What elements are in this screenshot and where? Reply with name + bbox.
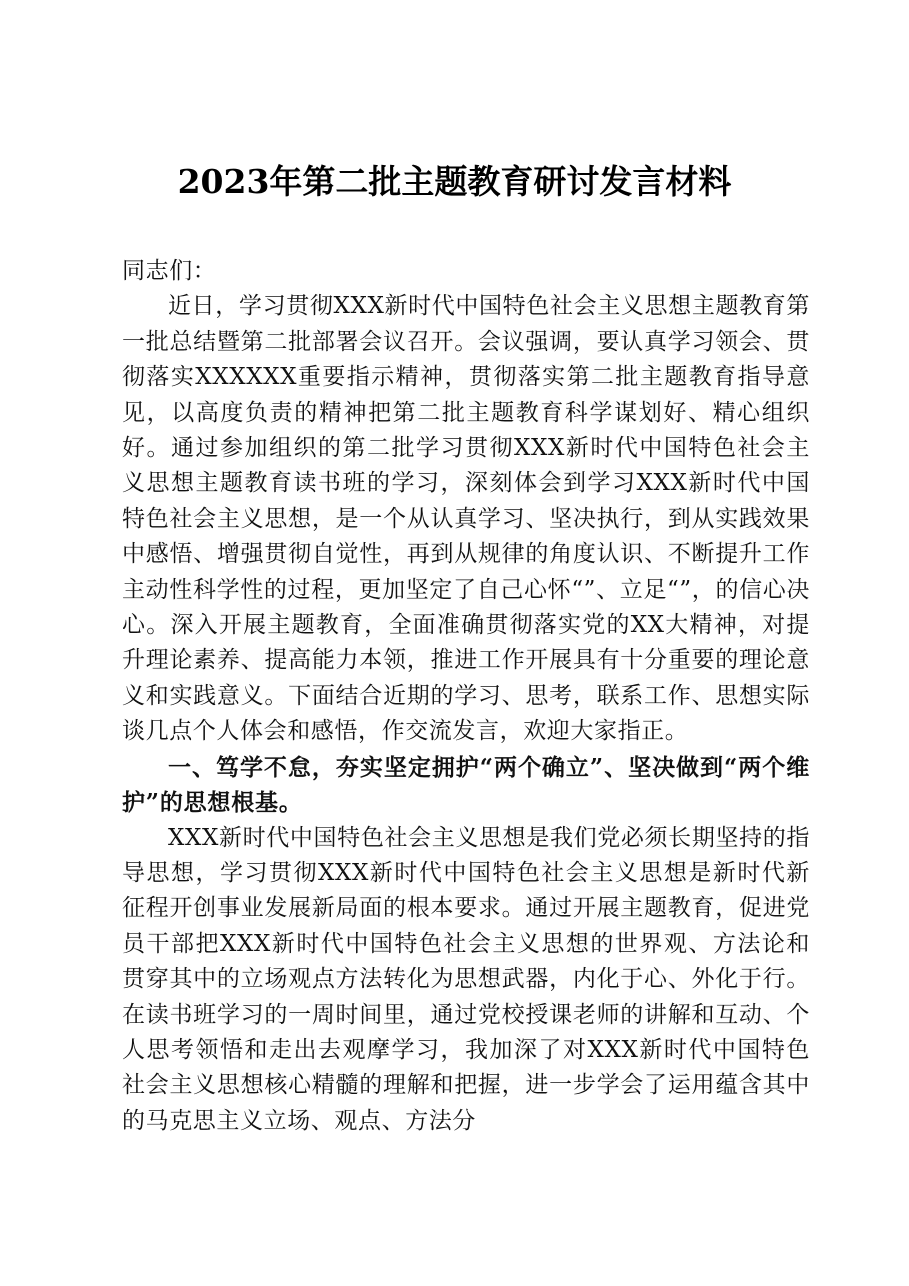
salutation: 同志们： (122, 258, 217, 284)
document-title: 2023年第二批主题教育研讨发言材料 (177, 162, 732, 201)
intro-paragraph: 近日，学习贯彻XXX新时代中国特色社会主义思想主题教育第一批总结暨第二批部署会议召开。会议强调，要认真学习领会、贯彻落实XXXXXX重要指示精神，贯彻落实第二批主题教育指导意见，以高度负责的精神把第二批主题教育科学谋划好、精心组织好。通过参加组织的第二批学习贯彻XXX新时代中国特色社会主义思想主题教育读书班的学习，深刻体会到学习XXX新时代中国特色社会主义思想，是一个从认真学习、坚决执行，到从实践效果中感悟、增强贯彻自觉性，再到从规律的角度认识、不断提升工作主动性科学性的过程，更加坚定了自己心怀“”、立足“”，的信心决心。深入开展主题教育，全面准确贯彻落实党的XX大精神，对提升理论素养、提高能力本领，推进工作开展具有十分重要的理论意义和实践意义。下面结合近期的学习、思考，联系工作、思想实际谈几点个人体会和感悟，作交流发言，欢迎大家指正。 (122, 293, 810, 745)
section-paragraph: XXX新时代中国特色社会主义思想是我们党必须长期坚持的指导思想，学习贯彻XXX新时代中国特色社会主义思想是新时代新征程开创事业发展新局面的根本要求。通过开展主题教育，促进党员干部把XXX新时代中国特色社会主义思想的世界观、方法论和贯穿其中的立场观点方法转化为思想武器，内化于心、外化于行。在读书班学习的一周时间里，通过党校授课老师的讲解和互动、个人思考领悟和走出去观摩学习，我加深了对XXX新时代中国特色社会主义思想核心精髓的理解和把握，进一步学会了运用蕴含其中的马克思主义立场、观点、方法分 (122, 824, 810, 1134)
section-heading: 一、笃学不怠，夯实坚定拥护“两个确立”、坚决做到“两个维护”的思想根基。 (122, 753, 810, 817)
document-body (122, 254, 810, 1139)
